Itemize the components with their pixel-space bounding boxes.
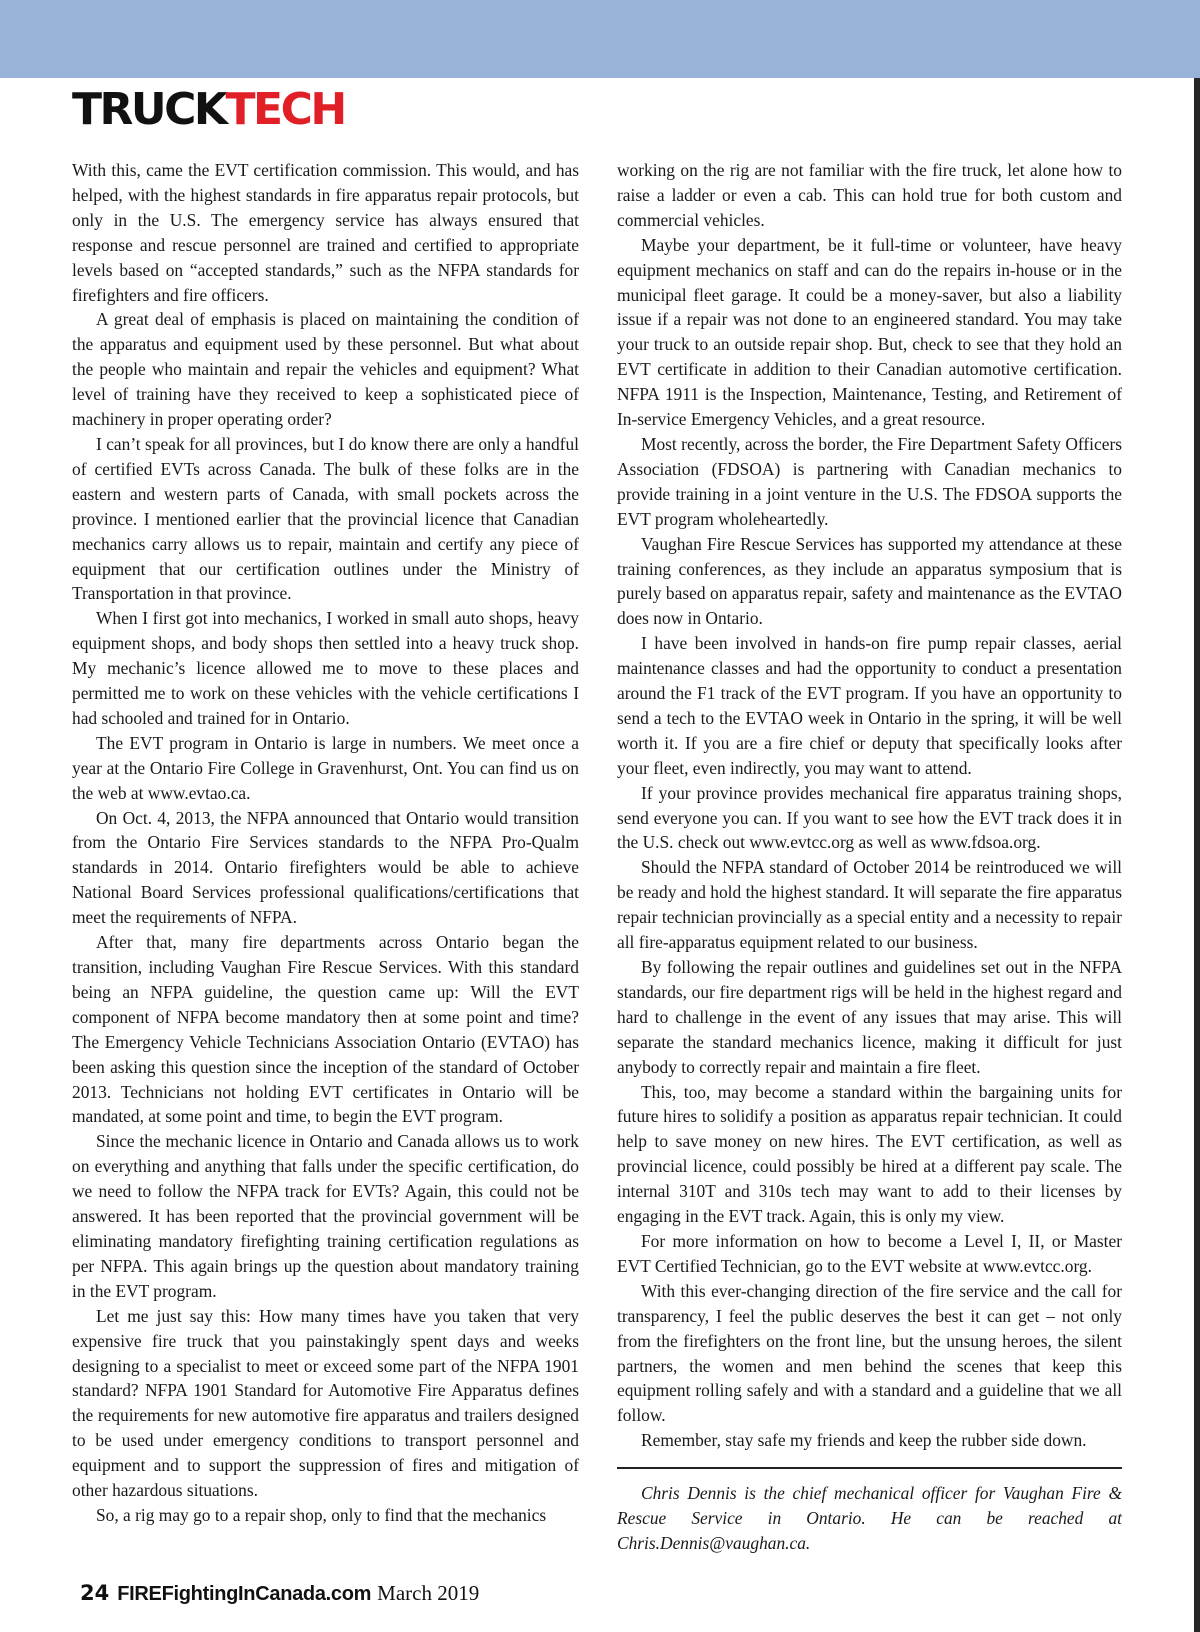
paragraph: By following the repair outlines and guidelines set out in the NFPA standards, our fire department rigs will be held in the highest regard and hard to challenge in the event of any issues that may arise. This will separate the standard mechanics licence, making it difficult for just anybody to correctly repair and maintain a fire fleet. <box>617 957 1122 1077</box>
paragraph: With this, came the EVT certification commission. This would, and has helped, with the highest standards in fire apparatus repair protocols, but only in the U.S. The emergency service has always ensured that response and rescue personnel are trained and certified to appropriate levels based on “accepted standards,” such as the NFPA standards for firefighters and fire officers. <box>72 160 579 305</box>
paragraph: working on the rig are not familiar with the fire truck, let alone how to raise a ladder or even a cab. This can hold true for both custom and commercial vehicles. <box>617 160 1122 230</box>
paragraph: This, too, may become a standard within the bargaining units for future hires to solidify a position as apparatus repair technician. It could help to save money on new hires. The EVT certification, as well as provincial licence, could possibly be hired at a different pay scale. The internal 310T and 310s tech may want to add to their licenses by engaging in the EVT track. Again, this is only my view. <box>617 1081 1122 1227</box>
paragraph: After that, many fire departments across Ontario began the transition, including Vaughan Fire Rescue Services. With this standard being an NFPA guideline, the question came up: Will the EVT component of NFPA become mandatory then at some point and time? The Emergency Vehicle Technicians Association Ontario (EVTAO) has been asking this question since the inception of the standard of October 2013. Technicians not holding EVT certificates in Ontario will be mandated, at some point and time, to begin the EVT program. <box>72 932 579 1127</box>
logo-part-truck: TRUCK <box>72 84 226 135</box>
paragraph: For more information on how to become a Level I, II, or Master EVT Certified Technician, go to the EVT website at www.evtcc.org. <box>617 1230 1122 1276</box>
page-edge <box>1194 78 1200 1632</box>
paragraph: With this ever-changing direction of the fire service and the call for transparency, I feel the public deserves the best it can get – not only from the firefighters on the front line, but the unsung heroes, the silent partners, the women and men behind the scenes that keep this equipment rolling safely and with a standard and a guideline that we all follow. <box>617 1280 1122 1426</box>
paragraph: So, a rig may go to a repair shop, only to find that the mechanics <box>96 1504 547 1525</box>
page-footer <box>80 1579 479 1608</box>
author-bio: Chris Dennis is the chief mechanical officer for Vaughan Fire & Rescue Service in Ontario. He can be reached at Chris.Dennis@vaughan.ca. <box>617 1483 1122 1553</box>
section-logo <box>72 82 345 138</box>
paragraph: Remember, stay safe my friends and keep the rubber side down. <box>641 1430 1087 1451</box>
paragraph: Vaughan Fire Rescue Services has supported my attendance at these training conferences, as they include an apparatus symposium that is purely based on apparatus repair, safety and maintenance as the EVTAO does now in Ontario. <box>617 533 1122 629</box>
paragraph: The EVT program in Ontario is large in numbers. We meet once a year at the Ontario Fire College in Gravenhurst, Ont. You can find us on the web at www.evtao.ca. <box>72 732 579 803</box>
top-color-band <box>0 0 1200 78</box>
paragraph: On Oct. 4, 2013, the NFPA announced that Ontario would transition from the Ontario Fire Services standards to the NFPA Pro-Qualm standards in 2014. Ontario firefighters would be able to achieve National Board Services professional qualifications/certifications that meet the requirements of NFPA. <box>72 807 579 928</box>
paragraph: I can’t speak for all provinces, but I do know there are only a handful of certified EVTs across Canada. The bulk of these folks are in the eastern and western parts of Canada, with small pockets across the province. I mentioned earlier that the provincial licence that Canadian mechanics carry allows us to repair, maintain and certify any piece of equipment that our certification outlines under the Ministry of Transportation in that province. <box>72 433 579 604</box>
issue-date: March 2019 <box>377 1581 480 1605</box>
article-column-left <box>72 158 579 1528</box>
paragraph: I have been involved in hands-on fire pump repair classes, aerial maintenance classes and had the opportunity to conduct a presentation around the F1 track of the EVT program. If you have an opportunity to send a tech to the EVTAO week in Ontario in the spring, it will be well worth it. If you are a fire chief or deputy that specifically looks after your fleet, even indirectly, you may want to attend. <box>617 633 1122 778</box>
paragraph: Most recently, across the border, the Fire Department Safety Officers Association (FDSOA) is partnering with Canadian mechanics to provide training in a joint venture in the U.S. The FDSOA supports the EVT program wholeheartedly. <box>617 433 1122 529</box>
paragraph: Should the NFPA standard of October 2014 be reintroduced we will be ready and hold the highest standard. It will separate the fire apparatus repair technician provincially as a special entity and a necessity to repair all fire-apparatus equipment related to our business. <box>617 857 1122 953</box>
magazine-name: FIREFightingInCanada.com <box>117 1583 372 1605</box>
paragraph: Maybe your department, be it full-time or volunteer, have heavy equipment mechanics on staff and can do the repairs in-house or in the municipal fleet garage. It could be a money-saver, but also a liability issue if a repair was not done to an engineered standard. You may take your truck to an outside repair shop. But, check to see that they hold an EVT certificate in addition to their Canadian automotive certification. NFPA 1911 is the Inspection, Maintenance, Testing, and Retirement of In-service Emergency Vehicles, and a great resource. <box>617 234 1122 430</box>
paragraph: If your province provides mechanical fire apparatus training shops, send everyone you can. If you want to see how the EVT track does it in the U.S. check out www.evtcc.org as well as www.fdsoa.org. <box>617 782 1122 853</box>
article-column-right <box>617 158 1122 1556</box>
logo-part-tech: TECH <box>225 84 345 135</box>
bio-divider <box>617 1467 1122 1469</box>
page-number: 24 <box>80 1581 110 1605</box>
paragraph: Let me just say this: How many times have you taken that very expensive fire truck that you painstakingly spent days and weeks designing to a specialist to meet or exceed some part of the NFPA 1901 standard? NFPA 1901 Standard for Automotive Fire Apparatus defines the requirements for new automotive fire apparatus and trailers designed to be used under emergency conditions to transport personnel and equipment and to support the suppression of fires and mitigation of other hazardous situations. <box>72 1305 579 1501</box>
paragraph: When I first got into mechanics, I worked in small auto shops, heavy equipment shops, and body shops then settled into a heavy truck shop. My mechanic’s licence allowed me to move to these places and permitted me to work on these vehicles with the vehicle certifications I had schooled and trained for in Ontario. <box>72 608 579 728</box>
paragraph: Since the mechanic licence in Ontario and Canada allows us to work on everything and anything that falls under the specific certification, do we need to follow the NFPA track for EVTs? Again, this could not be answered. It has been reported that the provincial government will be eliminating mandatory firefighting training certification regulations as per NFPA. This again brings up the question about mandatory training in the EVT program. <box>72 1131 579 1301</box>
paragraph: A great deal of emphasis is placed on maintaining the condition of the apparatus and equipment used by these personnel. But what about the people who maintain and repair the vehicles and equipment? What level of training have they received to keep a sophisticated piece of machinery in proper operating order? <box>72 309 579 430</box>
